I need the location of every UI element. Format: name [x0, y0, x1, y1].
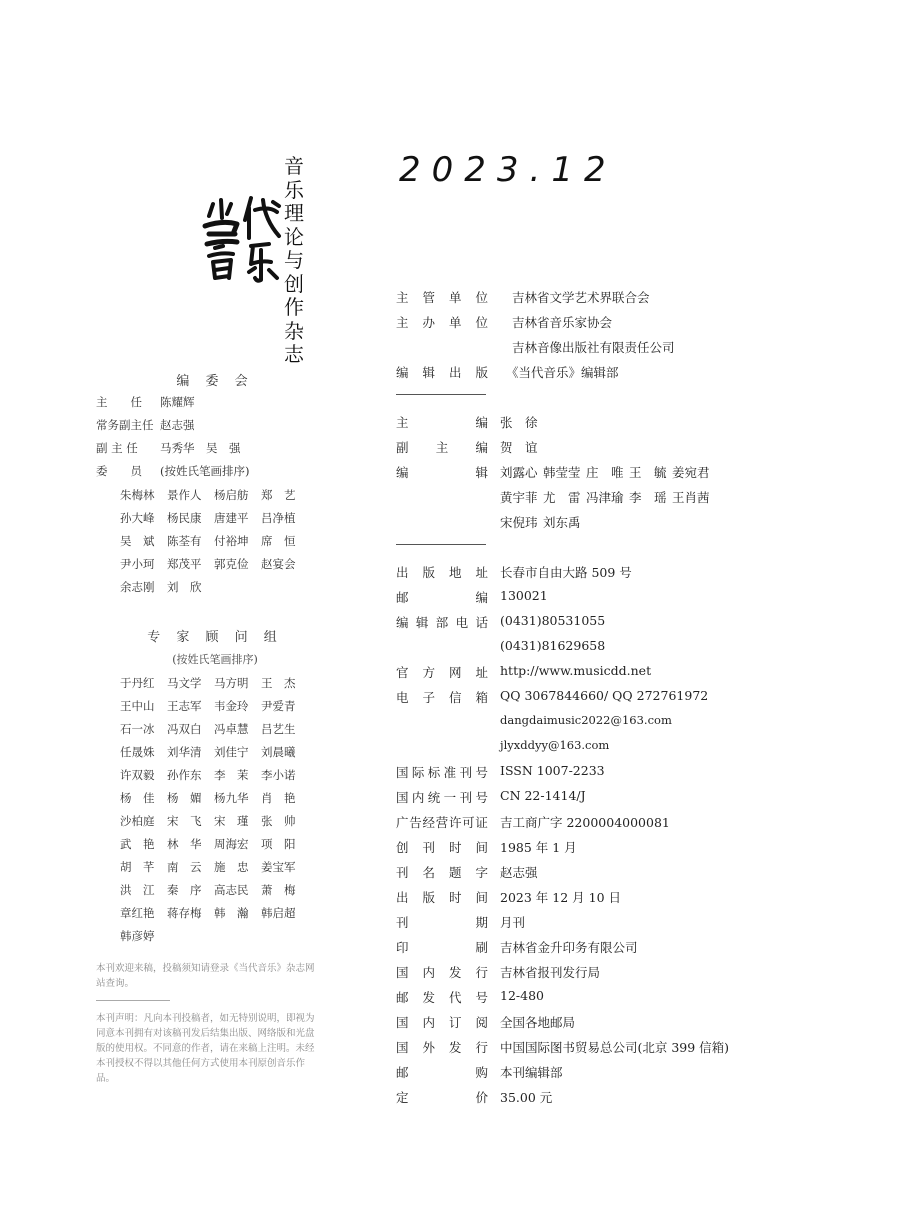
info-value: (0431)80531055 [500, 613, 606, 628]
member-name: 吕净植 [261, 511, 296, 525]
info-label: 定 价 [396, 1090, 488, 1105]
info-label: 出 版 时 间 [396, 890, 488, 905]
issue-number: 2023.12 [399, 150, 617, 190]
info-label: 主 编 [396, 415, 488, 430]
info-value: 吉林省文学艺术界联合会 [512, 290, 650, 305]
magazine-subtitle: 音乐理论与创作杂志 [284, 154, 304, 366]
advisor-name: 马文学 [167, 676, 202, 690]
member-name: 唐建平 [214, 511, 249, 525]
info-value: 全国各地邮局 [500, 1015, 576, 1030]
advisor-name: 蒋存梅 [167, 906, 202, 920]
member-name: 刘 欣 [167, 580, 202, 594]
advisor-name: 杨九华 [214, 791, 249, 805]
advisor-name: 洪 江 [120, 883, 155, 897]
member-name: 尹小珂 [120, 557, 155, 571]
advisor-name: 杨 佳 [120, 791, 155, 805]
info-label: 国 内 订 阅 [396, 1015, 488, 1030]
advisor-name: 宋 飞 [167, 814, 202, 828]
info-label: 主 办 单 位 [396, 315, 488, 330]
advisor-name: 冯双白 [167, 722, 202, 736]
board-row-label: 副 主 任 [96, 441, 138, 455]
member-name: 郑 艺 [261, 488, 296, 502]
info-label: 电 子 信 箱 [396, 690, 488, 705]
advisor-name: 武 艳 [120, 837, 155, 851]
info-label: 邮 发 代 号 [396, 990, 488, 1005]
member-name: 景作人 [167, 488, 202, 502]
info-label: 邮 编 [396, 590, 488, 605]
advisor-name: 胡 芊 [120, 860, 155, 874]
info-value: 吉林省音乐家协会 [512, 315, 613, 330]
member-name: 杨启舫 [214, 488, 249, 502]
editor-name: 王肖茜 [672, 490, 710, 505]
editor-name: 刘东禹 [543, 515, 581, 530]
info-value: jlyxddyy@163.com [500, 738, 610, 752]
advisor-row [120, 859, 308, 875]
member-name: 杨民康 [167, 511, 202, 525]
advisor-name: 韩彦婷 [120, 929, 155, 943]
info-label: 主 管 单 位 [396, 290, 488, 305]
info-value: 35.00 元 [500, 1090, 553, 1105]
info-label: 刊 期 [396, 915, 488, 930]
info-value: 吉林音像出版社有限责任公司 [512, 340, 675, 355]
info-value: 月刊 [500, 915, 526, 930]
advisor-name: 章红艳 [120, 906, 155, 920]
board-row [96, 394, 195, 410]
board-row-value: 陈耀辉 [160, 395, 195, 409]
board-members-row [120, 579, 214, 595]
advisor-name: 林 华 [167, 837, 202, 851]
advisor-name: 李 茉 [214, 768, 249, 782]
advisor-name: 许双毅 [120, 768, 155, 782]
advisor-name: 姜宝军 [261, 860, 296, 874]
member-name: 吴 斌 [120, 534, 155, 548]
advisor-name: 萧 梅 [261, 883, 296, 897]
info-value: CN 22-1414/J [500, 788, 586, 803]
advisor-name: 马方明 [214, 676, 249, 690]
advisors-title: 专 家 顾 问 组 [147, 630, 283, 645]
editor-name: 姜宛君 [672, 465, 710, 480]
advisor-name: 沙柏庭 [120, 814, 155, 828]
member-name: 郭克俭 [214, 557, 249, 571]
advisor-name: 施 忠 [214, 860, 249, 874]
advisor-name: 王 杰 [261, 676, 296, 690]
board-row [96, 440, 241, 456]
editorial-board-title: 编 委 会 [176, 374, 254, 389]
editor-name: 宋倪玮 [500, 515, 538, 530]
advisor-row [120, 744, 308, 760]
info-value: 吉林省金升印务有限公司 [500, 940, 638, 955]
info-label: 编 辑 出 版 [396, 365, 488, 380]
info-value: 吉工商广字 2200004000081 [500, 815, 670, 830]
advisor-name: 王中山 [120, 699, 155, 713]
editor-names [500, 488, 715, 506]
advisor-name: 高志民 [214, 883, 249, 897]
board-row [96, 417, 195, 433]
editor-names [500, 463, 715, 481]
advisor-name: 韩启超 [261, 906, 296, 920]
board-row-value: 赵志强 [160, 418, 195, 432]
submission-notice: 本刊欢迎来稿，投稿须知请登录《当代音乐》杂志网站查询。 [96, 963, 315, 989]
advisor-name: 刘华清 [167, 745, 202, 759]
info-label: 副 主 编 [396, 440, 488, 455]
advisor-row [120, 813, 308, 829]
advisor-name: 周海宏 [214, 837, 249, 851]
info-label: 印 刷 [396, 940, 488, 955]
advisor-name: 南 云 [167, 860, 202, 874]
info-label: 编 辑 部 电 话 [396, 615, 488, 630]
member-name: 陈荃有 [167, 534, 202, 548]
info-value: 中国国际图书贸易总公司(北京 399 信箱) [500, 1040, 730, 1055]
advisor-name: 尹爱青 [261, 699, 296, 713]
info-label: 邮 购 [396, 1065, 488, 1080]
board-members-row [120, 556, 308, 572]
info-label: 广 告 经 营 许 可 证 [396, 815, 488, 830]
advisor-name: 秦 序 [167, 883, 202, 897]
member-name: 赵宴会 [261, 557, 296, 571]
editor-name: 冯津瑜 [586, 490, 624, 505]
board-row-label: 主 任 [96, 395, 142, 409]
editor-name: 王 毓 [629, 465, 667, 480]
advisor-name: 王志军 [167, 699, 202, 713]
advisor-row [120, 698, 308, 714]
board-members-row [120, 533, 308, 549]
advisor-name: 韦金玲 [214, 699, 249, 713]
magazine-logo [195, 190, 285, 285]
advisor-name: 韩 瀚 [214, 906, 249, 920]
info-value: 长春市自由大路 509 号 [500, 565, 632, 580]
info-label: 官 方 网 址 [396, 665, 488, 680]
advisor-name: 孙作东 [167, 768, 202, 782]
info-value: http://www.musicdd.net [500, 663, 652, 678]
info-label: 编 辑 [396, 465, 488, 480]
board-row [96, 463, 249, 479]
info-value: 1985 年 1 月 [500, 840, 577, 855]
advisor-row [120, 721, 308, 737]
info-label: 国 内 发 行 [396, 965, 488, 980]
advisors-note: (按姓氏笔画排序) [172, 653, 258, 666]
editor-name: 尤 雷 [543, 490, 581, 505]
member-name: 朱梅林 [120, 488, 155, 502]
advisor-name: 石一冰 [120, 722, 155, 736]
advisor-name: 项 阳 [261, 837, 296, 851]
info-label: 出 版 地 址 [396, 565, 488, 580]
board-row-label: 常务副主任 [96, 418, 154, 432]
advisor-row [120, 882, 308, 898]
info-label: 国 外 发 行 [396, 1040, 488, 1055]
copyright-statement: 本刊声明：凡向本刊投稿者，如无特别说明，即视为同意本刊拥有对该稿刊发后结集出版、网络版和光盘版的使用权。不同意的作者，请在来稿上注明。未经本刊授权不得以其他任何方式使用本刊原创音乐作品。 [96, 1013, 315, 1084]
advisor-row [120, 675, 308, 691]
advisor-row [120, 928, 167, 944]
info-value: dangdaimusic2022@163.com [500, 713, 672, 727]
editor-name: 黄宇菲 [500, 490, 538, 505]
info-label: 刊 名 题 字 [396, 865, 488, 880]
advisor-row [120, 790, 308, 806]
board-row-label: 委 员 [96, 464, 142, 478]
advisor-name: 张 帅 [261, 814, 296, 828]
advisor-row [120, 836, 308, 852]
board-members-row [120, 510, 308, 526]
info-value: 12-480 [500, 988, 544, 1003]
member-name: 郑茂平 [167, 557, 202, 571]
info-value: 《当代音乐》编辑部 [506, 365, 619, 380]
info-value: 130021 [500, 588, 548, 603]
info-value: 张 徐 [500, 415, 538, 430]
info-value: 赵志强 [500, 865, 538, 880]
info-value: (0431)81629658 [500, 638, 606, 653]
advisor-name: 宋 瑾 [214, 814, 249, 828]
info-value: 2023 年 12 月 10 日 [500, 890, 621, 905]
editor-name: 李 瑶 [629, 490, 667, 505]
board-row-value: (按姓氏笔画排序) [160, 464, 250, 478]
board-row-value: 马秀华 吴 强 [160, 441, 241, 455]
advisor-name: 刘佳宁 [214, 745, 249, 759]
info-label: 创 刊 时 间 [396, 840, 488, 855]
board-members-row [120, 487, 308, 503]
advisor-row [120, 767, 308, 783]
info-label: 国 内 统 一 刊 号 [396, 790, 488, 805]
advisor-name: 于丹红 [120, 676, 155, 690]
member-name: 付裕坤 [214, 534, 249, 548]
info-value: ISSN 1007-2233 [500, 763, 605, 778]
editor-names [500, 513, 586, 531]
advisor-name: 冯卓慧 [214, 722, 249, 736]
advisor-name: 任晟姝 [120, 745, 155, 759]
editor-name: 韩莹莹 [543, 465, 581, 480]
info-label: 国 际 标 准 刊 号 [396, 765, 488, 780]
editor-name: 刘露心 [500, 465, 538, 480]
editor-name: 庄 唯 [586, 465, 624, 480]
member-name: 孙大峰 [120, 511, 155, 525]
advisor-name: 杨 媚 [167, 791, 202, 805]
advisor-name: 刘晨曦 [261, 745, 296, 759]
advisor-row [120, 905, 308, 921]
info-value: 吉林省报刊发行局 [500, 965, 601, 980]
advisor-name: 李小诺 [261, 768, 296, 782]
section-divider [396, 544, 486, 545]
info-value: QQ 3067844660/ QQ 272761972 [500, 688, 709, 703]
notice-divider [96, 1000, 170, 1001]
member-name: 席 恒 [261, 534, 296, 548]
advisor-name: 吕艺生 [261, 722, 296, 736]
section-divider [396, 394, 486, 395]
member-name: 余志刚 [120, 580, 155, 594]
info-value: 本刊编辑部 [500, 1065, 563, 1080]
info-value: 贺 谊 [500, 440, 538, 455]
advisor-name: 肖 艳 [261, 791, 296, 805]
